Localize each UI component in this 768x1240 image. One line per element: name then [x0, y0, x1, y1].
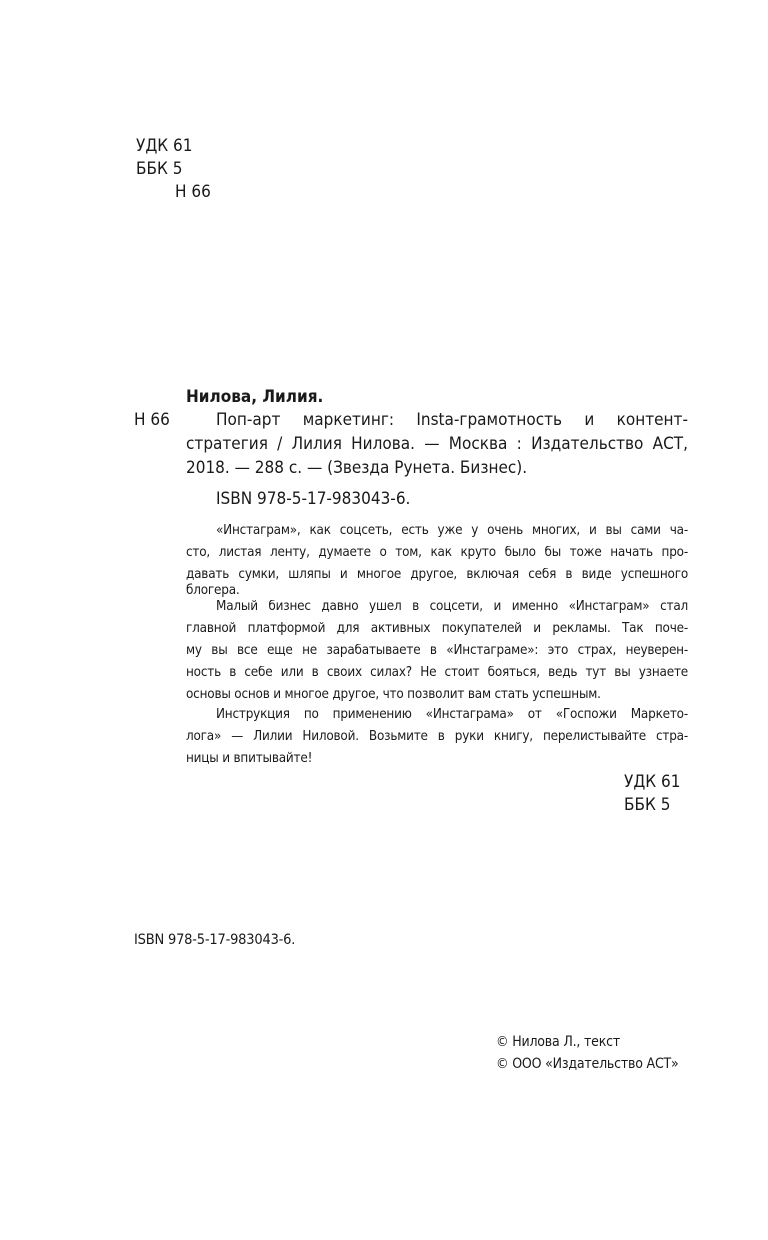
- abstract-udk: УДК 61: [624, 772, 681, 792]
- abstract-bbk: ББК 5: [624, 795, 671, 815]
- abstract-line: лога» — Лилии Ниловой. Возьмите в руки книгу, перелистывайте стра-: [186, 730, 688, 744]
- author-mark: Н 66: [175, 182, 211, 202]
- abstract-line: му вы все еще не зарабатываете в «Инстаграме»: это страх, неуверен-: [186, 644, 688, 658]
- abstract-line: основы основ и многое другое, что позволит вам стать успешным.: [186, 687, 601, 702]
- abstract-line: сто, листая ленту, думаете о том, как круто было бы тоже начать про-: [186, 546, 688, 560]
- abstract-line: ницы и впитывайте!: [186, 751, 313, 766]
- abstract-line: блогера.: [186, 583, 240, 598]
- copyright-line: © ООО «Издательство АСТ»: [496, 1056, 679, 1072]
- entry-title-line: стратегия / Лилия Нилова. — Москва : Издательство АСТ,: [186, 436, 688, 453]
- bottom-isbn: ISBN 978-5-17-983043-6.: [134, 932, 296, 948]
- bbk-code: ББК 5: [136, 159, 183, 179]
- copyright-line: © Нилова Л., текст: [496, 1034, 620, 1050]
- abstract-line: давать сумки, шляпы и многое другое, включая себя в виде успешного: [186, 568, 688, 582]
- entry-author: Нилова, Лилия.: [186, 387, 324, 407]
- abstract-line: ность в себе или в своих силах? Не стоит бояться, ведь тут вы узнаете: [186, 666, 688, 680]
- abstract-line: Малый бизнес давно ушел в соцсети, и именно «Инстаграм» стал: [216, 600, 688, 614]
- abstract-line: «Инстаграм», как соцсеть, есть уже у очень многих, и вы сами ча-: [216, 524, 688, 538]
- abstract-line: главной платформой для активных покупателей и рекламы. Так поче-: [186, 622, 688, 636]
- abstract-line: Инструкция по применению «Инстаграма» от «Госпожи Маркето-: [216, 708, 688, 722]
- entry-title-line: Поп-арт маркетинг: Insta-грамотность и контент-: [216, 412, 688, 429]
- entry-author-mark: Н 66: [134, 410, 170, 430]
- entry-isbn: ISBN 978-5-17-983043-6.: [216, 489, 411, 509]
- udk-code: УДК 61: [136, 136, 193, 156]
- entry-title-line: 2018. — 288 с. — (Звезда Рунета. Бизнес).: [186, 458, 528, 478]
